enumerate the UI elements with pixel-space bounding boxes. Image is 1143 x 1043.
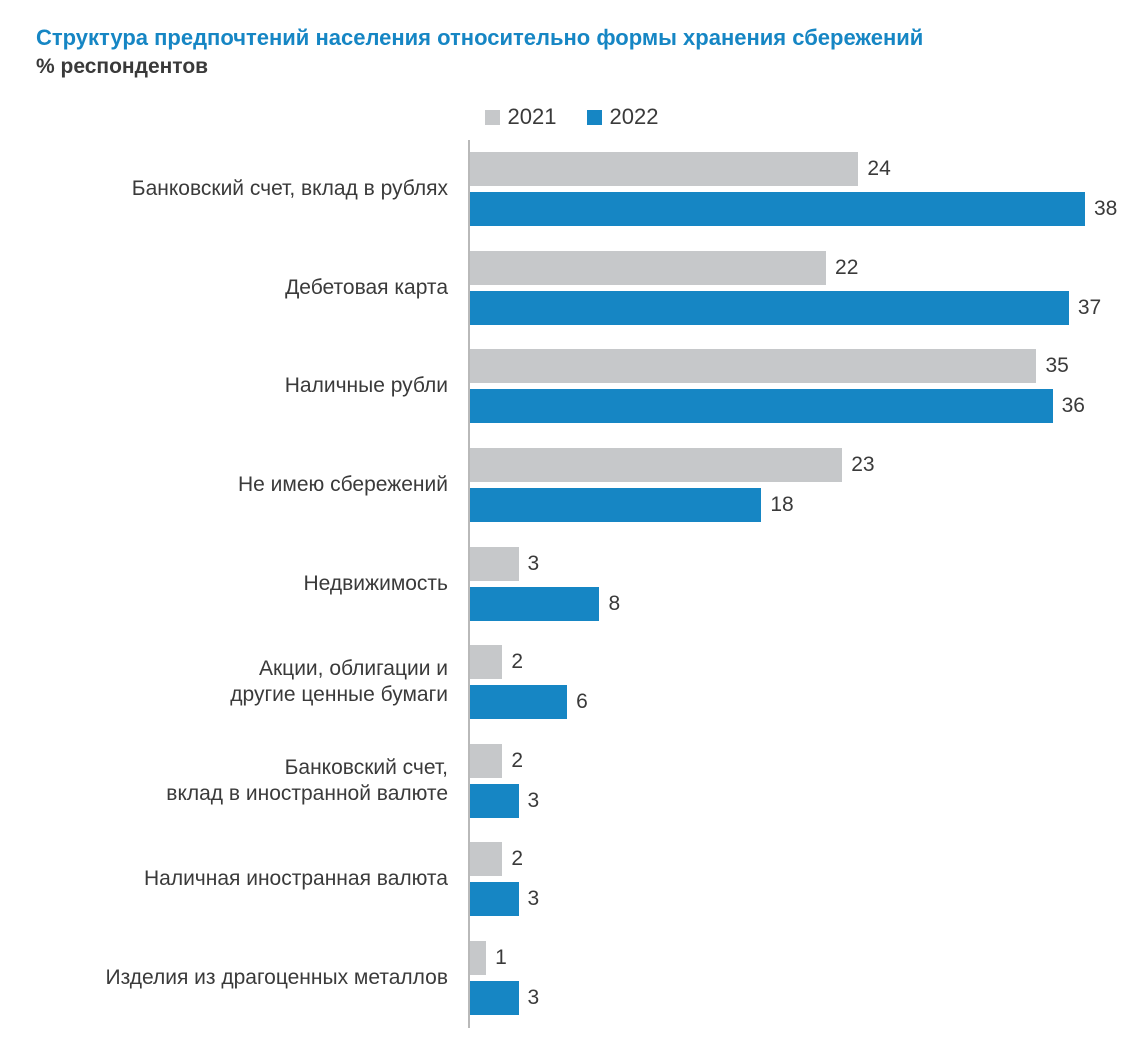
bar-item-2022 xyxy=(470,488,1130,522)
bar-group xyxy=(470,534,1130,633)
bar-row xyxy=(0,732,1143,831)
bar-group xyxy=(470,732,1130,831)
bar-item-2021 xyxy=(470,251,1130,285)
bar-value-label: 3 xyxy=(527,986,540,1010)
bar-item-2021 xyxy=(470,547,1130,581)
bar-value-label: 38 xyxy=(1094,197,1118,221)
bar-2021 xyxy=(470,448,842,482)
category-label: Банковский счет, вклад в рублях xyxy=(131,177,448,201)
bar-item-2021 xyxy=(470,448,1130,482)
bar-item-2022 xyxy=(470,685,1130,719)
bar-row xyxy=(0,534,1143,633)
bar-2021 xyxy=(470,547,519,581)
bar-2022 xyxy=(470,291,1069,325)
bar-2022 xyxy=(470,192,1085,226)
bar-row xyxy=(0,436,1143,535)
bar-value-label: 36 xyxy=(1061,394,1085,418)
bar-item-2021 xyxy=(470,645,1130,679)
bar-value-label: 37 xyxy=(1077,295,1102,319)
bar-rows xyxy=(0,140,1143,1027)
bar-value-label: 3 xyxy=(527,551,540,575)
title-block xyxy=(36,24,1126,80)
bar-value-label: 6 xyxy=(576,690,588,714)
bar-group xyxy=(470,337,1130,436)
bar-2021 xyxy=(470,349,1036,383)
bar-2022 xyxy=(470,389,1053,423)
legend-item-2022 xyxy=(587,104,659,130)
bar-value-label: 3 xyxy=(527,788,540,812)
bar-2021 xyxy=(470,941,486,975)
bar-item-2021 xyxy=(470,842,1130,876)
bar-2021 xyxy=(470,645,502,679)
legend-item-2021 xyxy=(485,104,557,130)
bar-row xyxy=(0,929,1143,1028)
category-label: Банковский счет, вклад в иностранной валюте xyxy=(166,755,448,805)
category-label: Наличные рубли xyxy=(284,374,448,398)
legend-label-2022: 2022 xyxy=(609,104,659,129)
bar-item-2022 xyxy=(470,882,1130,916)
bar-group xyxy=(470,239,1130,338)
bar-2021 xyxy=(470,251,826,285)
bar-value-label: 35 xyxy=(1045,354,1069,378)
bar-2022 xyxy=(470,784,519,818)
category-label: Изделия из драгоценных металлов xyxy=(105,965,448,989)
bar-value-label: 22 xyxy=(835,255,859,279)
bar-row xyxy=(0,140,1143,239)
category-label: Акции, облигации и другие ценные бумаги xyxy=(230,657,448,707)
bar-row xyxy=(0,239,1143,338)
bar-group xyxy=(470,633,1130,732)
bar-2022 xyxy=(470,587,599,621)
bar-group xyxy=(470,140,1130,239)
bar-item-2022 xyxy=(470,587,1130,621)
bar-2022 xyxy=(470,685,567,719)
bar-value-label: 2 xyxy=(511,650,524,674)
bar-2022 xyxy=(470,488,761,522)
chart-subtitle: % респондентов xyxy=(36,54,209,78)
page-title: Структура предпочтений населения относительно формы хранения сбережений xyxy=(36,25,924,50)
legend-swatch-icon-2021 xyxy=(485,110,500,125)
bar-group xyxy=(470,830,1130,929)
bar-group xyxy=(470,436,1130,535)
bar-2021 xyxy=(470,152,858,186)
plot-area xyxy=(0,140,1143,1030)
bar-row xyxy=(0,633,1143,732)
category-label: Наличная иностранная валюта xyxy=(143,867,448,891)
bar-item-2022 xyxy=(470,981,1130,1015)
bar-value-label: 2 xyxy=(511,748,524,772)
bar-value-label: 8 xyxy=(608,591,621,615)
bar-value-label: 3 xyxy=(527,887,540,911)
category-label: Дебетовая карта xyxy=(285,275,448,299)
bar-value-label: 18 xyxy=(770,493,794,517)
bar-item-2022 xyxy=(470,291,1130,325)
bar-2022 xyxy=(470,882,519,916)
bar-item-2021 xyxy=(470,349,1130,383)
bar-row xyxy=(0,337,1143,436)
bar-item-2022 xyxy=(470,192,1130,226)
bar-value-label: 23 xyxy=(851,453,875,477)
bar-2022 xyxy=(470,981,519,1015)
bar-item-2021 xyxy=(470,744,1130,778)
bar-value-label: 24 xyxy=(867,157,891,181)
bar-item-2022 xyxy=(470,389,1130,423)
legend-label-2021: 2021 xyxy=(507,104,557,129)
bar-item-2021 xyxy=(470,941,1130,975)
category-label: Недвижимость xyxy=(303,571,448,595)
legend-swatch-icon-2022 xyxy=(587,110,602,125)
bar-2021 xyxy=(470,842,502,876)
bar-group xyxy=(470,929,1130,1028)
bar-value-label: 1 xyxy=(495,946,507,970)
bar-2021 xyxy=(470,744,502,778)
chart-legend xyxy=(0,104,1143,130)
bar-item-2021 xyxy=(470,152,1130,186)
bar-item-2022 xyxy=(470,784,1130,818)
category-label: Не имею сбережений xyxy=(238,472,448,496)
bar-row xyxy=(0,830,1143,929)
bar-value-label: 2 xyxy=(511,847,524,871)
